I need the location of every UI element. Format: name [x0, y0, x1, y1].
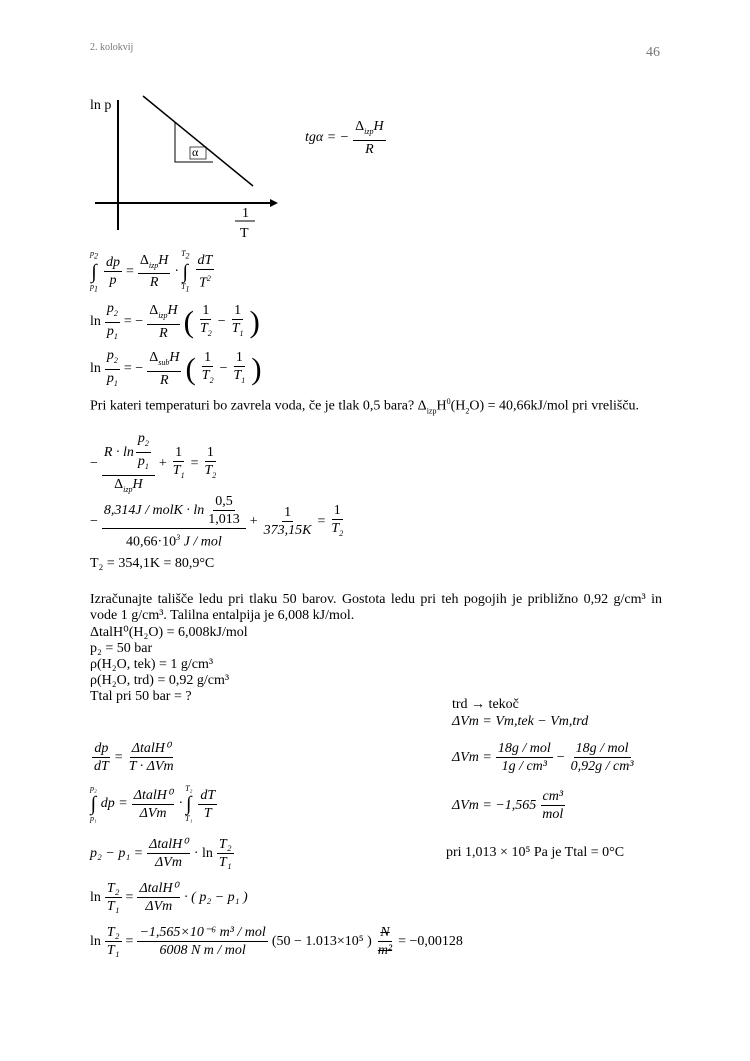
math-token: 1 — [241, 376, 246, 386]
math-token: 8,314J / molK · ln — [103, 503, 205, 518]
fraction — [132, 787, 175, 822]
math-token: R — [149, 275, 159, 291]
math-part — [105, 370, 120, 392]
math-token: p — [90, 281, 94, 291]
tg-fraction — [353, 118, 385, 158]
math-part — [197, 270, 213, 292]
math-token: = −0,00128 — [398, 933, 463, 949]
running-header: 2. kolokvij — [90, 42, 134, 53]
math-part: − — [90, 513, 98, 529]
result-t2: T₂ = 354,1K = 80,9°C — [90, 556, 215, 571]
math-token: T — [181, 281, 186, 291]
given-p2: p₂ = 50 bar — [90, 641, 153, 656]
math-part — [200, 367, 216, 389]
delta: Δ — [355, 119, 365, 134]
math-token: T — [331, 520, 340, 536]
math-part: ∫ — [186, 793, 192, 815]
math-token: Δ — [114, 476, 124, 492]
fraction — [105, 347, 120, 392]
given-enthalpy: ΔtalH⁰(H₂O) = 6,008kJ/mol — [90, 625, 248, 640]
math-token: T — [199, 275, 207, 291]
integral-sign — [181, 250, 189, 293]
math-token: · ( p₂ − p₁ ) — [184, 889, 248, 905]
fraction — [206, 493, 242, 528]
fraction — [147, 349, 181, 389]
math-token: 3 — [176, 533, 181, 542]
math-token: 1 — [175, 444, 183, 460]
math-token: ln — [90, 314, 101, 330]
fraction — [329, 502, 345, 542]
math-token: 1 — [144, 461, 149, 471]
fraction — [496, 740, 553, 775]
math-token: T — [181, 249, 186, 258]
math-token: (H — [450, 398, 466, 414]
math-token: p — [137, 431, 145, 446]
math-token: N — [380, 925, 390, 940]
ln-temperature-ratio-equation — [90, 880, 248, 915]
math-token: R · ln — [103, 444, 134, 460]
math-part — [124, 529, 224, 551]
fraction — [147, 836, 190, 871]
ln-p-vs-1-over-T-graph — [85, 90, 285, 240]
delta-vm-definition: ΔVm = Vm,tek − Vm,trd — [452, 714, 589, 729]
math-token: 1 — [206, 444, 214, 460]
math-token: Pri kateri temperaturi bo zavrela voda, če je tlak 0,5 bara? Δ — [90, 398, 427, 414]
solve-t2-equation — [90, 430, 220, 497]
fraction — [104, 254, 122, 289]
math-token: H — [167, 303, 178, 319]
math-token: = — [125, 889, 134, 905]
math-token: 1 — [235, 350, 243, 366]
y-axis-label: ln p — [90, 98, 112, 113]
math-part — [136, 430, 151, 453]
problem-2-text: Izračunajte tališče ledu pri tlaku 50 barov. Gostota ledu pri teh pogojih je približno 0,92 g/cm³ in vode 1 g/cm³. Talilna entalpija je 6,008 kJ/mol. — [90, 592, 662, 623]
math-token: 1 — [185, 284, 190, 294]
math-token: sub — [158, 358, 170, 368]
fraction — [102, 493, 246, 551]
math-token: T — [231, 321, 240, 337]
fraction — [136, 430, 151, 475]
math-token: 1,013 — [208, 512, 240, 527]
math-token: 0,5 — [215, 494, 233, 509]
math-token: T₂ — [106, 881, 120, 896]
math-part — [102, 430, 155, 476]
math-part — [181, 283, 189, 294]
page-number: 46 — [646, 45, 660, 60]
problem-1-text — [90, 394, 660, 419]
math-token: Δ — [149, 350, 159, 366]
math-token: 2 — [94, 251, 98, 261]
math-token: T₂ — [106, 925, 120, 940]
math-token: 2 — [206, 273, 211, 283]
math-token: T₁ — [106, 899, 120, 914]
math-part — [105, 347, 120, 370]
integral-sign — [90, 250, 98, 293]
parenthesis: ( — [185, 351, 196, 387]
math-token: T₁ — [106, 943, 120, 958]
fraction — [105, 924, 122, 959]
fraction — [230, 302, 246, 342]
sub: izp — [364, 126, 374, 136]
math-token: 373,15K — [263, 523, 312, 539]
h: H — [373, 119, 384, 134]
math-part — [202, 462, 218, 484]
fraction — [231, 349, 247, 389]
math-token: izp — [158, 311, 168, 321]
math-part — [353, 118, 385, 141]
math-token: ΔtalH⁰ — [139, 881, 179, 896]
math-token: · — [174, 263, 180, 279]
fraction — [138, 252, 170, 292]
angle-label: α — [192, 145, 199, 159]
math-token: dT — [200, 787, 216, 803]
math-token: dT — [197, 252, 213, 268]
math-part — [90, 283, 98, 294]
math-token: ΔtalH⁰ — [133, 787, 173, 803]
math-part — [230, 320, 246, 342]
phase-transition: trd → tekoč — [452, 697, 519, 712]
math-part — [147, 349, 181, 372]
math-token: = — [317, 513, 326, 529]
math-token: 6008 N m / mol — [159, 943, 246, 958]
math-token: = — [126, 263, 134, 279]
math-token: ΔVm — [155, 855, 182, 870]
math-token: ΔtalH⁰ — [149, 837, 188, 852]
math-token: p — [106, 301, 114, 316]
math-token: T₁ — [185, 814, 193, 823]
math-token: dp — [106, 255, 120, 271]
math-token: ΔVm — [139, 805, 167, 821]
math-part — [171, 462, 187, 484]
math-token: O) = 40,66kJ/mol pri vrelišču. — [469, 398, 640, 414]
x-axis-label-den: T — [240, 226, 249, 241]
math-token: = — [125, 933, 134, 949]
math-token: p₂ − p₁ = — [90, 845, 144, 861]
math-token: Δ — [149, 303, 159, 319]
math-part — [198, 320, 214, 342]
math-part — [105, 300, 120, 323]
delta-vm-result — [452, 788, 567, 823]
math-token: p — [106, 323, 114, 339]
math-token: T₁ — [218, 855, 232, 870]
math-token: 18g / mol — [575, 741, 629, 756]
math-token: 2 — [113, 308, 118, 318]
math-token: Δ — [139, 252, 149, 268]
math-token: dp = — [100, 796, 128, 811]
math-token: R — [159, 326, 168, 342]
math-token: T₂ — [185, 784, 193, 793]
parenthesis: ) — [249, 304, 260, 340]
math-part — [231, 367, 247, 389]
math-token: p — [137, 453, 145, 469]
fraction — [202, 444, 218, 484]
fraction — [569, 740, 636, 775]
math-token: dT — [94, 759, 109, 774]
math-token: 1 — [234, 303, 242, 319]
math-token: ΔVm = −1,565 — [452, 797, 537, 813]
fraction — [196, 252, 215, 292]
math-token: dp — [94, 741, 109, 756]
fraction — [200, 349, 216, 389]
math-part — [136, 453, 151, 475]
math-token: −1,565×10⁻⁶ m³ / mol — [139, 925, 266, 940]
math-part: + — [249, 513, 258, 529]
math-token: H — [169, 350, 180, 366]
math-token: H — [158, 252, 169, 268]
math-token: T — [203, 805, 212, 821]
math-token: − — [217, 314, 226, 330]
math-token: izp — [148, 260, 159, 270]
math-token: mol — [542, 807, 564, 822]
math-token: T — [204, 462, 213, 478]
integral-sign — [185, 785, 192, 823]
math-token: + — [158, 455, 167, 471]
clausius-integral-equation — [90, 250, 216, 293]
math-token: 1g / cm³ — [501, 759, 547, 774]
fraction — [147, 302, 179, 342]
fraction — [376, 924, 394, 959]
math-part — [90, 250, 98, 261]
math-token: = — [114, 749, 123, 765]
math-token: 2 — [465, 406, 470, 416]
math-token: J / mol — [183, 534, 222, 550]
parenthesis: ( — [183, 304, 194, 340]
math-token: T — [172, 462, 181, 478]
math-token: 0,92g / cm³ — [570, 759, 634, 774]
math-part — [147, 302, 179, 325]
given-rho-solid: ρ(H₂O, trd) = 0,92 g/cm³ — [90, 673, 230, 688]
math-token: m² — [377, 943, 393, 958]
math-part — [329, 520, 345, 542]
math-token: 1 — [113, 378, 118, 388]
math-token: − — [219, 361, 228, 377]
math-token: 2 — [113, 355, 118, 365]
math-token: R — [160, 373, 169, 389]
fraction — [105, 880, 122, 915]
clausius-clapeyron-vaporization — [90, 300, 260, 345]
fraction — [105, 300, 120, 345]
math-token: H — [132, 476, 143, 492]
math-token: T — [233, 368, 242, 384]
math-part: ∫ — [90, 793, 97, 815]
numeric-substitution — [90, 493, 347, 551]
math-token: p₁ — [90, 814, 97, 823]
clapeyron-integral — [90, 785, 219, 823]
tg-alpha-formula — [305, 118, 388, 158]
fraction — [198, 787, 217, 822]
math-token: ΔtalH⁰ — [131, 741, 171, 756]
math-token: 1 — [113, 331, 118, 341]
fraction — [198, 302, 214, 342]
x-axis-label-num: 1 — [242, 206, 249, 221]
fraction — [92, 740, 111, 775]
math-token: 0 — [446, 397, 451, 406]
math-part — [105, 323, 120, 345]
fraction — [262, 504, 314, 539]
math-token: T₂ — [218, 837, 232, 852]
math-token: ln — [90, 889, 101, 905]
fraction — [137, 924, 267, 959]
pressure-difference-equation — [90, 836, 236, 871]
question-ttal: Ttal pri 50 bar = ? — [90, 689, 192, 704]
fraction — [217, 836, 234, 871]
math-part: ∫ — [182, 260, 189, 283]
math-token: ΔVm — [145, 899, 173, 914]
math-token: 1 — [239, 329, 244, 339]
math-token: 1 — [333, 502, 341, 518]
fraction — [540, 788, 565, 823]
fraction — [127, 740, 176, 775]
math-token: izp — [426, 406, 437, 416]
math-token: = − — [123, 314, 144, 330]
math-token: 2 — [144, 438, 149, 448]
math-token: p — [90, 249, 94, 258]
x-axis-arrow — [270, 199, 278, 207]
den: R — [365, 141, 374, 157]
math-token: 40,66·10 — [125, 534, 177, 550]
clapeyron-equation — [90, 740, 178, 775]
math-part: ∫ — [91, 260, 97, 283]
math-token: = − — [123, 361, 144, 377]
fraction — [102, 430, 155, 497]
math-token: p — [106, 370, 114, 386]
math-token: cm³ — [542, 789, 564, 804]
given-rho-liquid: ρ(H₂O, tek) = 1 g/cm³ — [90, 657, 214, 672]
math-token: 1 — [180, 470, 185, 480]
math-token: p — [109, 273, 117, 289]
math-token: ln — [90, 361, 101, 377]
fraction — [137, 880, 180, 915]
math-token: · — [178, 796, 184, 811]
math-token: 2 — [339, 528, 344, 538]
math-token: 1 — [94, 284, 98, 294]
math-token: − — [90, 455, 98, 471]
math-token: 2 — [209, 376, 214, 386]
math-token: T — [201, 368, 210, 384]
math-token: 1 — [204, 350, 212, 366]
math-token: 18g / mol — [497, 741, 551, 756]
math-token: 2 — [185, 251, 190, 261]
math-part — [138, 252, 170, 275]
parenthesis: ) — [251, 351, 262, 387]
math-token: − — [556, 749, 565, 765]
math-token: ΔVm = — [452, 749, 492, 765]
math-token: p — [106, 348, 114, 363]
math-token: 2 — [212, 470, 217, 480]
tg-lhs: tgα = − — [305, 129, 350, 145]
math-token: 2 — [207, 329, 212, 339]
reference-melting-point: pri 1,013 × 10⁵ Pa je Ttal = 0°C — [446, 845, 625, 860]
delta-vm-substitution — [452, 740, 638, 775]
integral-sign — [90, 785, 97, 823]
math-part — [102, 493, 246, 529]
fraction — [171, 444, 187, 484]
math-token: T — [200, 321, 208, 337]
math-token: izp — [123, 484, 133, 494]
math-token: 1 — [284, 505, 292, 521]
math-token: T · ΔVm — [128, 759, 174, 774]
math-token: (50 − 1.013×10⁵ ) — [271, 933, 372, 949]
math-token: 1 — [202, 303, 210, 319]
math-token: = — [190, 455, 199, 471]
math-token: H — [436, 398, 447, 414]
ln-temperature-ratio-numeric — [90, 924, 463, 959]
math-part — [181, 250, 189, 261]
clausius-clapeyron-sublimation — [90, 347, 262, 392]
math-token: · ln — [193, 845, 213, 861]
math-token: ln — [90, 933, 101, 949]
math-token: p₂ — [90, 784, 97, 793]
slope-line — [143, 96, 253, 186]
